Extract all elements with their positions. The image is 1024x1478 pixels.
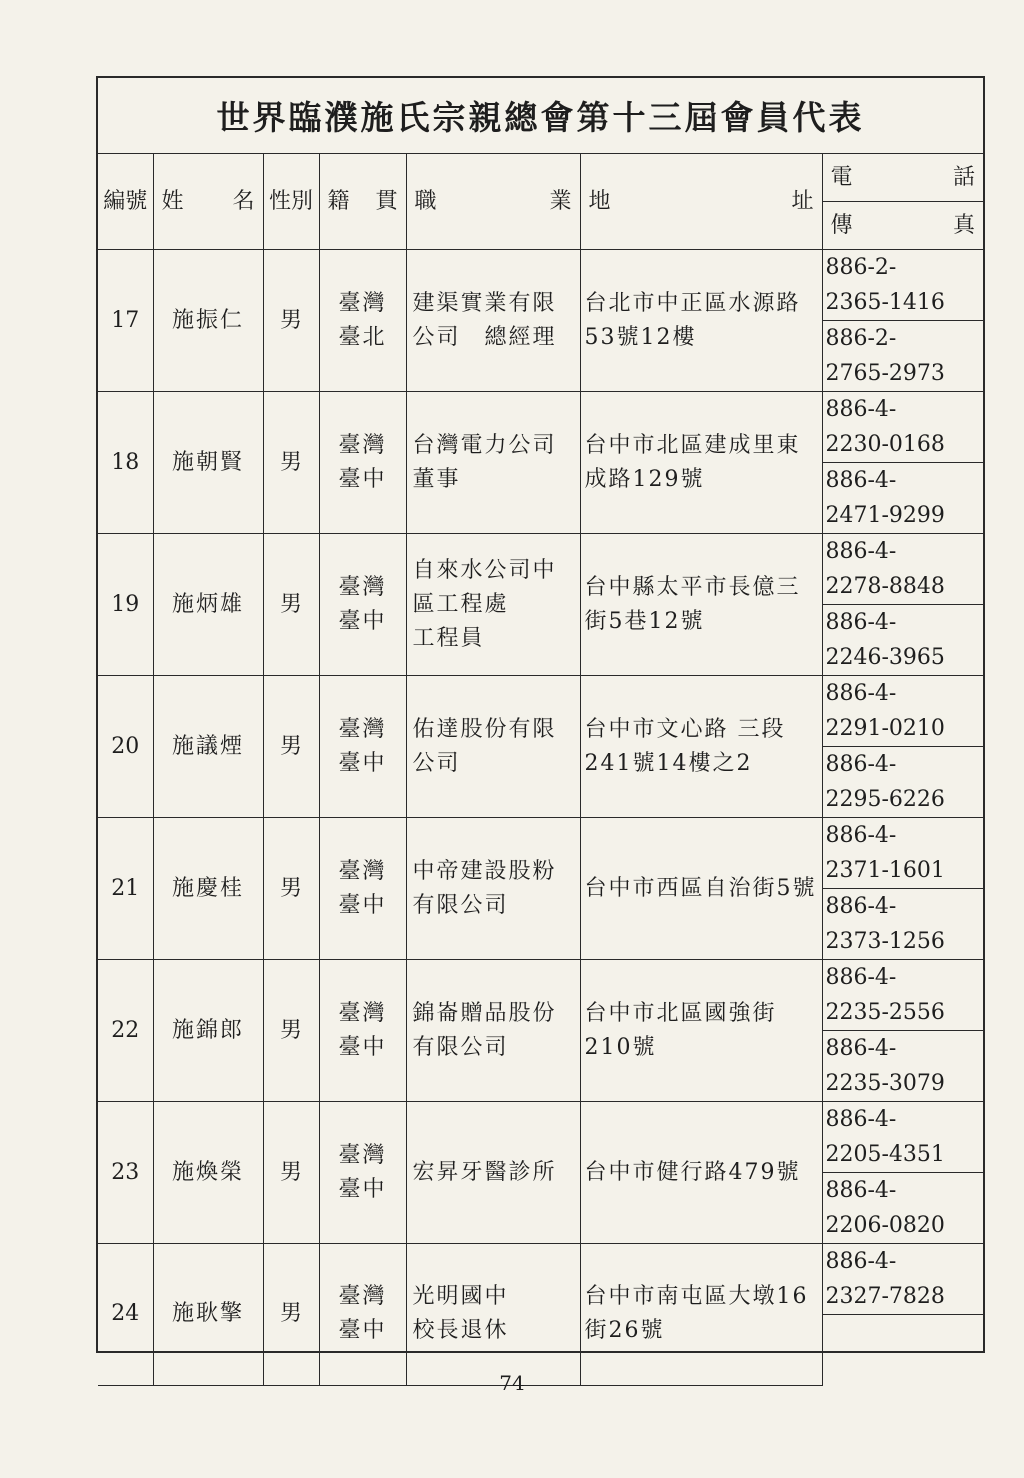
phone-line-1: 886-4- [825, 965, 897, 990]
phone-line-1: 886-4- [825, 823, 897, 848]
member-row [98, 250, 983, 321]
origin-line-1: 臺灣 [338, 290, 387, 316]
member-row [98, 676, 983, 747]
header-gender: 性別 [263, 154, 319, 250]
member-occupation: 佑達股份有限公司 [406, 676, 580, 818]
member-row [98, 1102, 983, 1173]
member-table [98, 154, 983, 1386]
member-name: 施振仁 [153, 250, 263, 392]
header-origin: 籍 貫 [319, 154, 406, 250]
phone-line-1: 886-4- [825, 397, 897, 422]
phone-line-1: 886-4- [825, 539, 897, 564]
header-no: 編號 [98, 154, 153, 250]
member-origin [319, 534, 406, 676]
member-occupation: 光明國中 校長退休 [406, 1244, 580, 1386]
header-phone: 電 話 [822, 154, 983, 202]
phone-line-2: 2230-0168 [825, 432, 945, 457]
member-address: 台中市北區國強街210號 [580, 960, 822, 1102]
fax-line-2: 2295-6226 [825, 787, 945, 812]
member-name: 施慶桂 [153, 818, 263, 960]
origin-line-2: 臺中 [338, 608, 387, 634]
member-fax [822, 605, 983, 676]
member-origin [319, 818, 406, 960]
member-name: 施煥榮 [153, 1102, 263, 1244]
member-gender: 男 [263, 676, 319, 818]
fax-line-2: 2206-0820 [825, 1213, 945, 1238]
member-origin [319, 392, 406, 534]
member-phone [822, 818, 983, 889]
member-gender: 男 [263, 960, 319, 1102]
phone-line-2: 2327-7828 [825, 1284, 945, 1309]
member-address: 台中市健行路479號 [580, 1102, 822, 1244]
fax-line-1: 886-4- [825, 894, 897, 919]
member-phone [822, 1244, 983, 1315]
origin-line-2: 臺中 [338, 1318, 387, 1344]
member-fax [822, 747, 983, 818]
member-origin [319, 960, 406, 1102]
origin-line-1: 臺灣 [338, 432, 387, 458]
member-name: 施耿擎 [153, 1244, 263, 1386]
fax-line-2: 2765-2973 [825, 361, 945, 386]
phone-line-1: 886-2- [825, 255, 897, 280]
member-gender: 男 [263, 392, 319, 534]
origin-line-2: 臺中 [338, 1034, 387, 1060]
member-row [98, 392, 983, 463]
member-name: 施錦郎 [153, 960, 263, 1102]
phone-line-2: 2278-8848 [825, 574, 945, 599]
origin-line-2: 臺中 [338, 466, 387, 492]
fax-line-2: 2246-3965 [825, 645, 945, 670]
member-origin [319, 1244, 406, 1386]
member-phone [822, 960, 983, 1031]
document-title: 世界臨濮施氏宗親總會第十三屆會員代表 [216, 98, 865, 137]
phone-line-2: 2365-1416 [825, 290, 945, 315]
member-origin [319, 250, 406, 392]
member-occupation: 中帝建設股粉有限公司 [406, 818, 580, 960]
member-number: 23 [98, 1102, 153, 1244]
member-name: 施朝賢 [153, 392, 263, 534]
member-row [98, 818, 983, 889]
fax-line-1: 886-4- [825, 1178, 897, 1203]
fax-line-2: 2471-9299 [825, 503, 945, 528]
member-occupation: 建渠實業有限公司 總經理 [406, 250, 580, 392]
origin-line-2: 臺中 [338, 892, 387, 918]
member-gender: 男 [263, 534, 319, 676]
member-occupation: 錦崙贈品股份有限公司 [406, 960, 580, 1102]
header-occupation: 職 業 [406, 154, 580, 250]
member-phone [822, 392, 983, 463]
fax-line-1: 886-4- [825, 1036, 897, 1061]
member-row [98, 960, 983, 1031]
fax-line-1: 886-2- [825, 326, 897, 351]
member-number: 19 [98, 534, 153, 676]
member-origin [319, 1102, 406, 1244]
member-row [98, 534, 983, 605]
member-fax [822, 321, 983, 392]
member-row [98, 1244, 983, 1315]
origin-line-2: 臺中 [338, 1176, 387, 1202]
phone-line-2: 2235-2556 [825, 1000, 945, 1025]
origin-line-2: 臺北 [338, 324, 387, 350]
fax-line-1: 886-4- [825, 468, 897, 493]
member-phone [822, 676, 983, 747]
member-address: 台中市西區自治街5號 [580, 818, 822, 960]
member-number: 18 [98, 392, 153, 534]
title-row [98, 78, 983, 154]
origin-line-1: 臺灣 [338, 574, 387, 600]
header-row [98, 154, 983, 202]
member-phone [822, 250, 983, 321]
member-number: 20 [98, 676, 153, 818]
member-gender: 男 [263, 250, 319, 392]
member-address: 台中市南屯區大墩16街26號 [580, 1244, 822, 1386]
fax-line-1: 886-4- [825, 610, 897, 635]
member-origin [319, 676, 406, 818]
phone-line-2: 2291-0210 [825, 716, 945, 741]
roster-sheet [96, 76, 985, 1353]
fax-line-2: 2373-1256 [825, 929, 945, 954]
origin-line-1: 臺灣 [338, 1000, 387, 1026]
member-gender: 男 [263, 1244, 319, 1386]
page-number: 74 [499, 1371, 525, 1395]
phone-line-1: 886-4- [825, 1249, 897, 1274]
member-occupation: 自來水公司中區工程處 工程員 [406, 534, 580, 676]
phone-line-1: 886-4- [825, 681, 897, 706]
origin-line-1: 臺灣 [338, 858, 387, 884]
member-phone [822, 534, 983, 605]
origin-line-1: 臺灣 [338, 1142, 387, 1168]
member-fax [822, 889, 983, 960]
member-gender: 男 [263, 1102, 319, 1244]
member-number: 21 [98, 818, 153, 960]
member-phone [822, 1102, 983, 1173]
member-occupation: 台灣電力公司董事 [406, 392, 580, 534]
header-name: 姓 名 [153, 154, 263, 250]
member-name: 施議煙 [153, 676, 263, 818]
origin-line-1: 臺灣 [338, 1284, 387, 1310]
member-address: 台北市中正區水源路53號12樓 [580, 250, 822, 392]
member-name: 施炳雄 [153, 534, 263, 676]
member-occupation: 宏昇牙醫診所 [406, 1102, 580, 1244]
phone-line-2: 2205-4351 [825, 1142, 945, 1167]
origin-line-1: 臺灣 [338, 716, 387, 742]
member-fax [822, 463, 983, 534]
member-address: 台中市文心路 三段241號14樓之2 [580, 676, 822, 818]
member-number: 24 [98, 1244, 153, 1386]
member-number: 17 [98, 250, 153, 392]
header-address: 地 址 [580, 154, 822, 250]
member-gender: 男 [263, 818, 319, 960]
member-address: 台中縣太平市長億三街5巷12號 [580, 534, 822, 676]
fax-line-2: 2235-3079 [825, 1071, 945, 1096]
member-address: 台中市北區建成里東成路129號 [580, 392, 822, 534]
phone-line-2: 2371-1601 [825, 858, 945, 883]
member-fax [822, 1031, 983, 1102]
member-number: 22 [98, 960, 153, 1102]
phone-line-1: 886-4- [825, 1107, 897, 1132]
origin-line-2: 臺中 [338, 750, 387, 776]
fax-line-1: 886-4- [825, 752, 897, 777]
header-fax: 傳 真 [822, 202, 983, 250]
member-fax [822, 1173, 983, 1244]
